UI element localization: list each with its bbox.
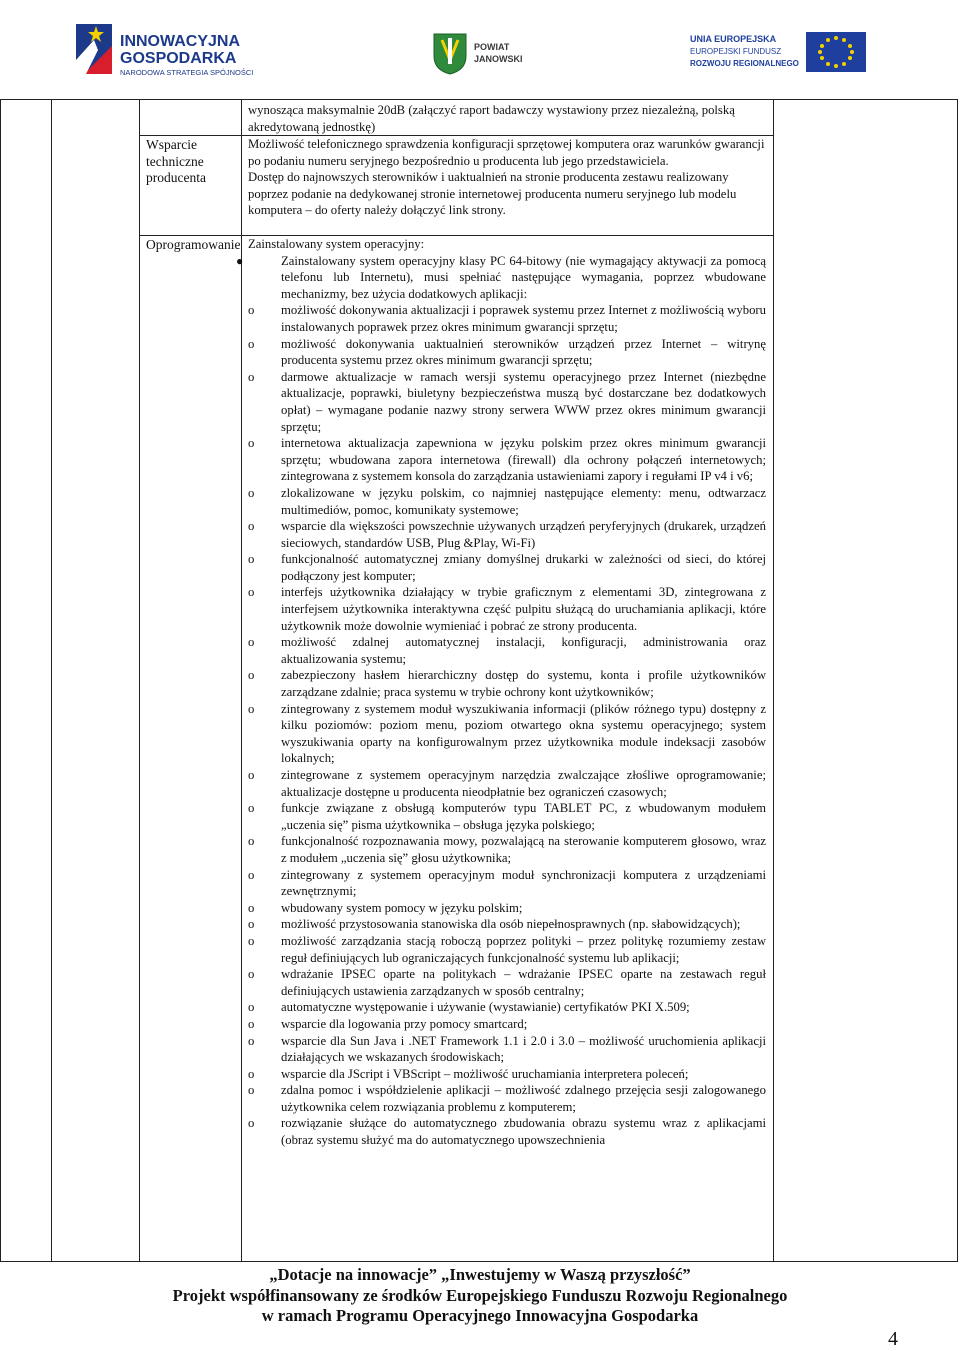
list-item xyxy=(248,833,766,866)
list-item-text: rozwiązanie służące do automatycznego zbudowania obrazu systemu wraz z aplikacjami (obraz systemu służyć ma do automatycznego upowszechnienia xyxy=(281,1116,766,1148)
row1-category: Wsparcie techniczne producenta xyxy=(146,137,206,185)
list-item xyxy=(248,518,766,551)
list-marker: o xyxy=(248,967,255,982)
list-item xyxy=(248,1115,766,1148)
list-marker: o xyxy=(248,1000,255,1015)
table-column-divider xyxy=(51,100,52,1261)
list-marker: o xyxy=(248,585,255,600)
list-marker: o xyxy=(248,768,255,782)
list-marker: o xyxy=(248,801,255,816)
list-marker: o xyxy=(248,303,255,318)
list-marker: o xyxy=(248,1016,255,1031)
list-item xyxy=(248,933,766,966)
list-item-text: możliwość zdalnej automatycznej instalacji, konfiguracji, administrowania oraz aktualizowania systemu; xyxy=(281,635,766,666)
list-item-text: możliwość przystosowania stanowiska dla osób niepełnosprawnych (np. słabowidzących); xyxy=(281,917,741,932)
list-item-text: możliwość dokonywania uaktualnień sterowników urządzeń przez Internet – witrynę producenta systemu przez okres minimum gwarancji sprzętu; xyxy=(281,336,766,368)
list-item-text: funkcjonalność automatycznej zmiany domyślnej drukarki w zależności od sieci, do której podłączony jest komputer; xyxy=(281,552,766,583)
logo-inno-line3: NARODOWA STRATEGIA SPÓJNOŚCI xyxy=(120,68,254,77)
row1-content xyxy=(248,136,766,219)
list-item-text: zintegrowany z systemem operacyjnym moduł synchronizacji komputera z urządzeniami zewnętrznymi; xyxy=(281,867,766,899)
page-header xyxy=(0,0,960,96)
list-item-text: wdrażanie IPSEC oparte na politykach – wdrażanie IPSEC oparte na zestawach reguł definiujących ustawienia zarządzanych w sposób centralny; xyxy=(281,967,766,998)
list-item xyxy=(248,1066,766,1083)
list-marker: o xyxy=(248,436,255,451)
list-item xyxy=(248,634,766,667)
powiat-janowski-logo xyxy=(430,30,540,76)
innowacyjna-gospodarka-logo xyxy=(74,20,274,82)
list-item xyxy=(248,767,766,800)
logo-ue-line3: ROZWOJU REGIONALNEGO xyxy=(690,59,799,68)
list-item xyxy=(248,999,766,1016)
row2-main-bullet xyxy=(236,253,766,303)
list-marker: o xyxy=(248,933,255,948)
list-item-text: wsparcie dla Sun Java i .NET Framework 1.1 i 2.0 i 3.0 – możliwość uruchomienia aplikacji działających we wskazanych środowiskach; xyxy=(281,1033,766,1065)
row0-content xyxy=(248,102,766,135)
footer-line2: Projekt współfinansowany ze środków Europejskiego Funduszu Rozwoju Regionalnego xyxy=(172,1285,788,1305)
list-item-text: zdalna pomoc i współdzielenie aplikacji – możliwość zdalnego przejęcia sesji zalogowanego użytkownika celem rozwiązania problemu z komputerem; xyxy=(281,1083,766,1114)
logo-ue-line1: UNIA EUROPEJSKA xyxy=(690,34,777,44)
page-number: 4 xyxy=(888,1328,898,1350)
list-item xyxy=(248,584,766,634)
list-marker: o xyxy=(248,917,255,932)
table-column-divider xyxy=(139,100,140,1261)
list-item xyxy=(248,1016,766,1033)
bullet-dot-icon: ● xyxy=(236,253,244,268)
list-item-text: automatyczne występowanie i używanie (wystawianie) certyfikatów PKI X.509; xyxy=(281,1000,690,1015)
footer-line3: w ramach Programu Operacyjnego Innowacyjna Gospodarka xyxy=(261,1306,699,1325)
list-marker: o xyxy=(248,369,255,384)
list-marker: o xyxy=(248,668,255,683)
footer-line1: „Dotacje na innowacje” „Inwestujemy w Waszą przyszłość” xyxy=(269,1265,691,1284)
row1-paragraph: Możliwość telefonicznego sprawdzenia konfiguracji sprzętowej komputera oraz warunków gwarancji po podaniu numeru seryjnego bezpośrednio u producenta lub jego przedstawiciela. xyxy=(248,137,765,168)
list-item xyxy=(248,435,766,485)
logo-powiat-line1: POWIAT xyxy=(474,42,510,52)
list-item-text: zintegrowany z systemem moduł wyszukiwania informacji (plików różnego typu) dostępny z kilku poziomów: poziom menu, poziom otwartego okna systemu operacyjnego; system wyszukiwania oparty na konfigurowalnym przez użytkownika module indeksacji zasobów lokalnych; xyxy=(281,701,766,766)
row0-text: wynosząca maksymalnie 20dB (załączyć raport badawczy wystawiony przez niezależną, polską akredytowaną jednostkę) xyxy=(248,103,735,134)
logo-powiat-line2: JANOWSKI xyxy=(474,54,523,64)
list-item xyxy=(248,966,766,999)
list-marker: o xyxy=(248,485,255,500)
list-marker: o xyxy=(248,519,255,534)
list-item xyxy=(248,667,766,700)
row2-main-bullet-text: Zainstalowany system operacyjny klasy PC 64-bitowy (nie wymagający aktywacji za pomocą telefonu lub Internetu), musi spełniać następujące wymagania, poprzez wbudowane mechanizmy, bez użycia dodatkowych aplikacji: xyxy=(281,253,766,301)
list-item xyxy=(248,900,766,917)
list-item xyxy=(248,867,766,900)
eu-fund-logo xyxy=(690,28,870,76)
list-item xyxy=(248,485,766,518)
list-item-text: wbudowany system pomocy w języku polskim; xyxy=(281,900,523,915)
list-marker: o xyxy=(248,336,255,351)
list-item-text: możliwość zarządzania stacją roboczą poprzez polityki – przez politykę rozumiemy zestaw reguł definiujących lub ograniczających funkcjonalność systemu lub aplikacji; xyxy=(281,933,766,965)
row2-category: Oprogramowanie xyxy=(146,237,241,252)
list-item xyxy=(248,701,766,767)
list-item xyxy=(248,336,766,369)
list-marker: o xyxy=(248,834,255,849)
list-item xyxy=(248,916,766,933)
list-item-text: wsparcie dla logowania przy pomocy smartcard; xyxy=(281,1016,528,1031)
list-item-text: wsparcie dla większości powszechnie używanych urządzeń peryferyjnych (drukarek, urządzeń sieciowych, standardów USB, Plug &Play, Wi-Fi) xyxy=(281,519,766,550)
list-item xyxy=(248,551,766,584)
logo-ue-line2: EUROPEJSKI FUNDUSZ xyxy=(690,47,782,56)
list-item-text: internetowa aktualizacja zapewniona w języku polskim przez okres minimum gwarancji sprzętu; wbudowana zapora internetowa (firewall) dla ochrony połączeń internetowych; zintegrowana z systemem konsola do zarządzania ustawieniami zapory i regułami IP v4 i v6; xyxy=(281,436,766,484)
row1-paragraph: Dostęp do najnowszych sterowników i uaktualnień na stronie producenta zestawu realizowany poprzez podanie na dedykowanej stronie internetowej producenta numeru seryjnego lub modelu komputera – do oferty należy dołączyć link strony. xyxy=(248,170,737,218)
list-item xyxy=(248,1082,766,1115)
list-marker: o xyxy=(248,635,255,650)
list-item xyxy=(248,369,766,435)
list-item-text: funkcje związane z obsługą komputerów typu TABLET PC, z wbudowanym modułem „uczenia się” pisma użytkownika – obsługa języka polskiego; xyxy=(281,801,766,832)
table-column-divider xyxy=(241,100,242,1261)
list-marker: o xyxy=(248,1083,255,1098)
list-marker: o xyxy=(248,1033,255,1048)
row2-content xyxy=(236,236,766,1149)
row2-intro: Zainstalowany system operacyjny: xyxy=(248,237,425,251)
requirements-list xyxy=(248,302,766,1148)
list-marker: o xyxy=(248,1116,255,1131)
list-item-text: zlokalizowane w języku polskim, co najmniej następujące elementy: menu, odtwarzacz multimediów, pomoc, komunikaty systemowe; xyxy=(281,485,766,517)
list-item xyxy=(248,800,766,833)
list-item-text: interfejs użytkownika działający w trybie graficznym z elementami 3D, zintegrowana z interfejsem użytkownika interaktywna część pulpitu służącą do uruchamiania aplikacji, które użytkownik może dowolnie wymieniać i pobrać ze strony producenta. xyxy=(281,585,766,633)
list-item xyxy=(248,302,766,335)
list-item-text: wsparcie dla JScript i VBScript – możliwość uruchamiania interpretera poleceń; xyxy=(281,1066,689,1081)
table-column-divider xyxy=(773,100,774,1261)
list-item-text: funkcjonalność rozpoznawania mowy, pozwalającą na sterowanie komputerem głosowo, wraz z modułem „uczenia się” głosu użytkownika; xyxy=(281,834,766,865)
page-footer xyxy=(0,1265,960,1327)
list-marker: o xyxy=(248,1066,255,1081)
logo-inno-line1: INNOWACYJNA xyxy=(120,33,241,50)
list-marker: o xyxy=(248,900,255,915)
list-item-text: darmowe aktualizacje w ramach wersji systemu operacyjnego przez Internet (niezbędne aktualizacje, poprawki, biuletyny bezpieczeństwa muszą być dostarczane bez dodatkowych opłat) – wymagane podanie nazwy strony serwera WWW przez okres minimum gwarancji sprzętu; xyxy=(281,369,766,434)
list-marker: o xyxy=(248,701,255,716)
logo-inno-line2: GOSPODARKA xyxy=(120,50,237,67)
list-marker: o xyxy=(248,867,255,882)
list-item-text: zabezpieczony hasłem hierarchiczny dostęp do systemu, konta i profile użytkowników zarządzane zdalnie; praca systemu w trybie ochrony kont użytkowników; xyxy=(281,668,766,700)
list-item xyxy=(248,1033,766,1066)
list-marker: o xyxy=(248,552,255,567)
list-item-text: możliwość dokonywania aktualizacji i poprawek systemu przez Internet z możliwością wyboru instalowanych poprawek przez okres minimum gwarancji sprzętu; xyxy=(281,303,766,334)
list-item-text: zintegrowane z systemem operacyjnym narzędzia zwalczające złośliwe oprogramowanie; aktualizacje dostępne u producenta nieodpłatnie bez ograniczeń czasowych; xyxy=(281,768,766,799)
